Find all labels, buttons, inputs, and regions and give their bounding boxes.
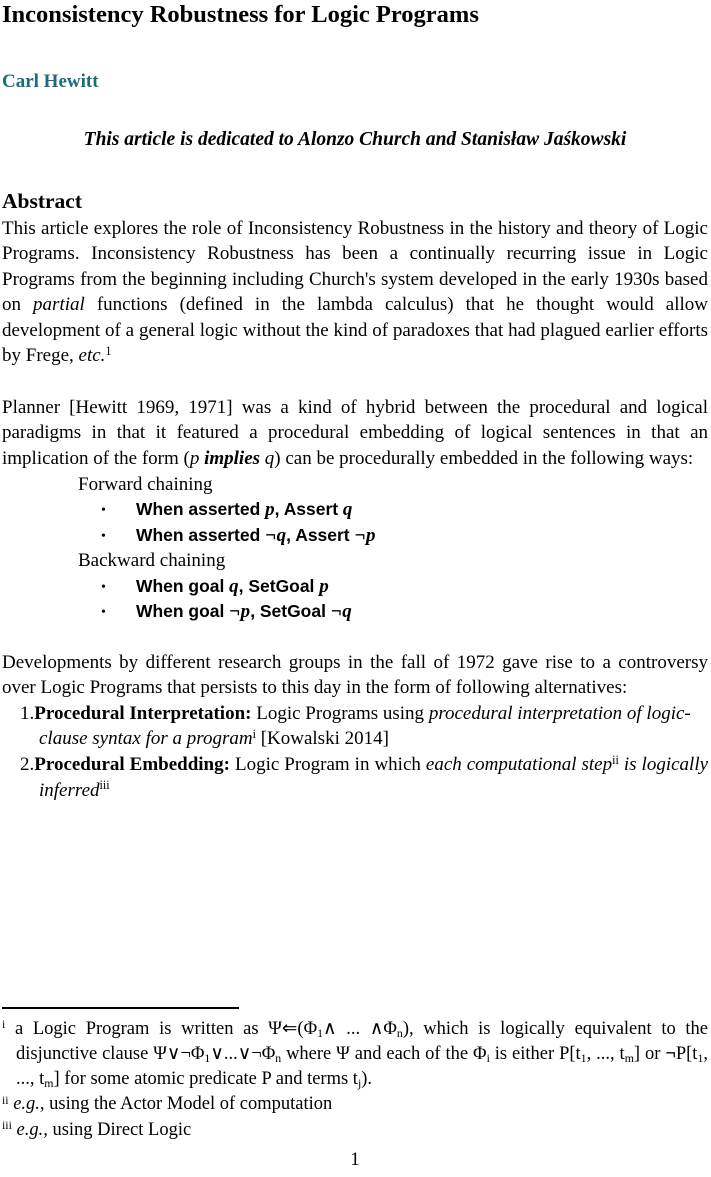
text-segment: is logically inferred [39,753,709,801]
planner-paragraph [2,395,708,472]
footnote-section [2,1007,708,1173]
text-segment: n [275,1051,282,1066]
item-text [34,703,690,750]
text-segment: ¬q [265,524,287,546]
text-segment: functions (defined in the lambda calculus) that he thought would allow development of a general logic without the kind of paradoxes that had plagued earlier efforts by Frege, [2,294,708,367]
text-segment: ) can be procedurally embedded in the following ways: [274,447,694,469]
text-segment: each computational step [425,753,613,775]
text-segment: i [252,727,256,742]
item-text [34,754,708,801]
text-segment: , [274,499,284,520]
abstract-paragraph [2,216,708,369]
text-segment: using Direct Logic [47,1119,192,1140]
bullet-icon: • [101,503,106,519]
text-segment: ¬p [229,601,251,623]
text-segment: q [229,575,239,597]
text-segment: j [357,1076,362,1091]
text-segment: e.g., [13,1094,45,1115]
chaining-block [2,472,708,625]
backward-chaining-label: Backward chaining [78,550,226,572]
text-segment: Assert [295,524,355,545]
bullet-text [136,499,352,520]
list-item-procedural-embedding [2,752,708,803]
footnote-i [2,1017,708,1092]
text-segment: When goal [136,575,230,596]
bullet-text [136,525,375,546]
text-segment: When goal [136,601,230,622]
text-segment: procedural interpretation of logic-clause syntax for a program [39,702,691,750]
text-segment: When asserted [136,499,266,520]
text-segment: Logic Programs using [251,702,429,724]
text-segment: ] or [633,1044,666,1065]
text-segment: a Logic Program is written as Ψ⇐(Φ [5,1019,318,1039]
bullet-item-forward-1 [101,497,708,523]
text-segment: ¬ [665,1044,676,1065]
author-name: Carl Hewitt [2,70,99,92]
footnote-marker: i [2,1017,6,1032]
text-segment: ii [612,752,619,767]
text-segment: P[t [675,1044,698,1065]
abstract-heading: Abstract [2,188,83,213]
bullet-text [136,576,329,597]
text-segment: ∧ ... ∧Φ [323,1019,397,1039]
text-segment: implies [204,447,261,469]
text-segment: ¬q [330,601,352,623]
text-segment: etc. [78,345,106,367]
text-segment: When asserted [136,524,266,545]
text-segment: Logic Program in which [229,753,426,775]
bullet-icon: • [101,579,106,595]
text-segment: 1 [204,1051,211,1066]
text-segment: ¬p [354,524,376,546]
item-number: 2. [20,753,35,775]
text-segment: Assert [283,499,343,520]
footnote-text [5,1019,708,1089]
text-segment: Procedural Embedding: [34,753,230,775]
text-segment: m [624,1051,634,1066]
text-segment: e.g., [16,1119,48,1140]
text-segment: 1 [105,344,112,359]
bullet-icon: • [101,605,106,621]
text-segment: , [250,601,260,622]
text-segment: where Ψ and each of the Φ [281,1044,487,1065]
bullet-text [136,601,352,622]
text-segment: Planner [Hewitt 1969, 1971] was a kind of hybrid between the procedural and logical paradigms in that it featured a procedural embedding of logical sentences in that an implication of the form ( [2,396,708,469]
text-segment: , [238,575,249,596]
text-segment: p [319,575,329,597]
text-segment: partial [33,294,85,316]
dedication-line: This article is dedicated to Alonzo Church and Stanisław Jaśkowski [83,128,627,150]
footnote-ii [2,1092,708,1117]
developments-paragraph: Developments by different research groups in the fall of 1972 gave rise to a controversy over Logic Programs that persists to this day in the form of following alternatives: [2,651,708,699]
page-number: 1 [350,1148,360,1170]
list-item-procedural-interpretation [2,701,708,752]
text-segment: p [265,499,275,521]
text-segment: SetGoal [259,601,331,622]
forward-chaining-label: Forward chaining [78,473,213,495]
text-segment: 1 [697,1051,704,1066]
footnote-marker: iii [2,1117,12,1132]
text-segment: p [189,447,200,469]
text-segment: q [264,447,275,469]
text-segment: SetGoal [248,575,320,596]
text-segment: , ..., t [586,1044,625,1065]
bullet-item-forward-2 [101,523,708,549]
footnote-marker: ii [2,1092,9,1107]
text-segment: ∨...∨¬Φ [210,1044,276,1065]
text-segment: ). [361,1069,373,1090]
footnote-text [9,1094,333,1114]
text-segment: Procedural Interpretation: [34,702,252,724]
text-segment: n [396,1025,403,1040]
bullet-icon: • [101,528,106,544]
text-segment: This article explores the role of Inconsistency Robustness in the history and theory of Logic Programs. Inconsistency Robustness has been a continually recurring issue in Logic Programs from the beginning including Church's system developed in the early 1930s based on [2,217,708,316]
page-title: Inconsistency Robustness for Logic Programs [2,1,479,28]
text-segment: is either P[t [489,1044,581,1065]
text-segment: ), which is logically equivalent to the disjunctive clause Ψ∨¬Φ [16,1019,708,1065]
text-segment: iii [99,778,110,793]
bullet-item-backward-2 [101,599,708,625]
text-segment: ] for some atomic predicate P and terms t [53,1069,358,1090]
item-number: 1. [20,702,35,724]
footnote-text [12,1120,191,1140]
text-segment: using the Actor Model of computation [44,1094,333,1115]
footnote-iii [2,1118,708,1143]
text-segment: , ..., t [16,1044,708,1090]
text-segment: i [486,1051,490,1066]
bullet-item-backward-1 [101,574,708,600]
alternatives-list [2,701,708,803]
text-segment: [Kowalski 2014] [255,728,389,750]
text-segment: m [44,1076,54,1091]
text-segment: 1 [580,1051,587,1066]
text-segment: q [342,499,353,521]
footnote-separator [2,1007,239,1009]
text-segment: 1 [317,1025,324,1040]
text-segment: , [286,524,296,545]
